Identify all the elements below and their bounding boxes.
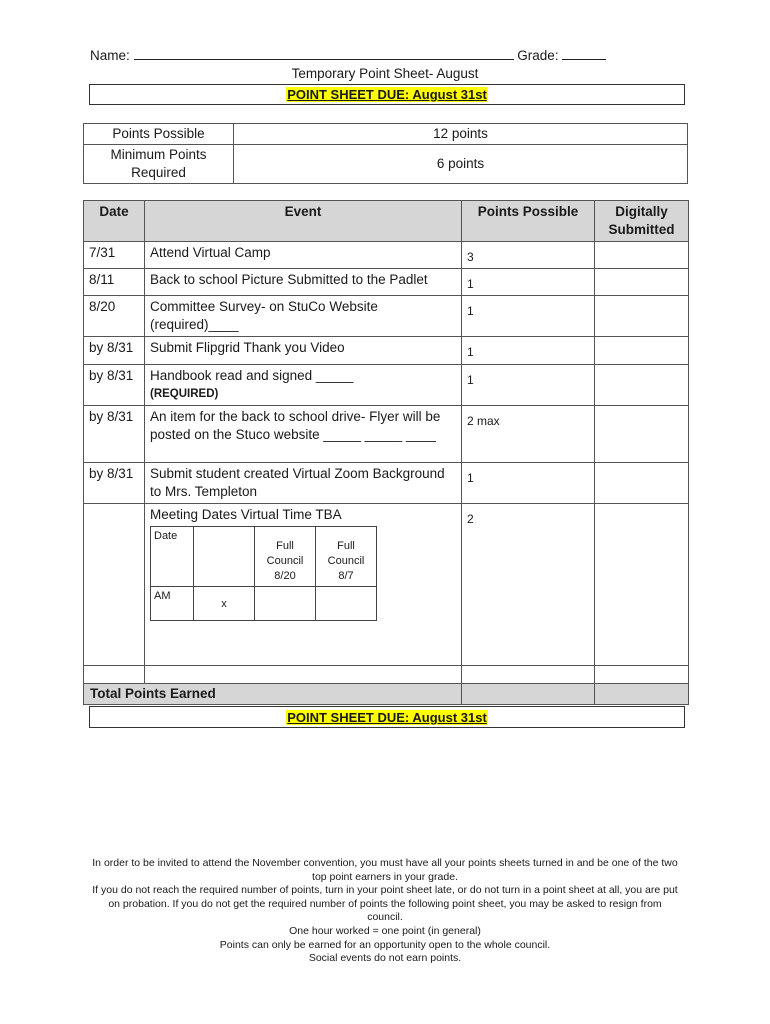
row-date: 8/20: [84, 296, 145, 337]
name-grade-line: [90, 47, 690, 63]
table-row: [84, 337, 689, 365]
row-digital[interactable]: [595, 666, 689, 684]
row-event: Submit Flipgrid Thank you Video: [145, 337, 462, 365]
row-date: by 8/31: [84, 337, 145, 365]
row-digital[interactable]: [595, 296, 689, 337]
minimum-points-row: [84, 145, 688, 184]
row-event: Attend Virtual Camp: [145, 242, 462, 269]
points-possible-value: 12 points: [234, 124, 688, 145]
total-points-label: Total Points Earned: [84, 684, 462, 705]
row-event: Committee Survey- on StuCo Website (required)____: [145, 296, 462, 337]
table-row: [84, 242, 689, 269]
due-date-suffix: st: [475, 710, 487, 725]
note-convention: In order to be invited to attend the November convention, you must have all your points sheets turned in and be one of the two top point earners in your grade.: [92, 857, 678, 883]
events-table: [83, 200, 689, 705]
table-row: [84, 406, 689, 463]
row-event-cell: [145, 365, 462, 406]
header-date: Date: [84, 201, 145, 242]
header-digital: Digitally Submitted: [595, 201, 689, 242]
row-points: 1: [462, 337, 595, 365]
due-date-text: POINT SHEET DUE: August 31: [287, 710, 476, 725]
header-event: Event: [145, 201, 462, 242]
row-date: by 8/31: [84, 406, 145, 463]
meeting-am-label: AM: [151, 587, 194, 621]
due-date-text: POINT SHEET DUE: August 31: [287, 87, 476, 102]
row-points: 2: [462, 504, 595, 666]
points-possible-label: Points Possible: [84, 124, 234, 145]
page-subtitle: Temporary Point Sheet- August: [291, 66, 479, 81]
total-digital-value[interactable]: [595, 684, 689, 705]
header-points: Points Possible: [462, 201, 595, 242]
meeting-dates-grid: [150, 526, 377, 621]
minimum-points-value: 6 points: [234, 145, 688, 184]
table-row: [84, 269, 689, 296]
row-digital[interactable]: [595, 242, 689, 269]
row-points: 1: [462, 269, 595, 296]
meeting-col-full-council-1: Full Council 8/20: [255, 527, 316, 587]
row-digital[interactable]: [595, 269, 689, 296]
row-points: 1: [462, 365, 595, 406]
row-date: [84, 504, 145, 666]
name-label: Name:: [90, 48, 130, 63]
minimum-points-label: Minimum Points Required: [84, 145, 234, 184]
table-row: [84, 463, 689, 504]
row-digital[interactable]: [595, 365, 689, 406]
row-event-cell: [145, 504, 462, 666]
row-date: 8/11: [84, 269, 145, 296]
due-date-suffix: st: [475, 87, 487, 102]
row-date: by 8/31: [84, 365, 145, 406]
table-row-meetings: [84, 504, 689, 666]
due-date-highlight: [286, 87, 488, 102]
note-whole-council: Points can only be earned for an opportunity open to the whole council.: [219, 938, 551, 951]
row-event: Back to school Picture Submitted to the Padlet: [145, 269, 462, 296]
row-event: Submit student created Virtual Zoom Background to Mrs. Templeton: [145, 463, 462, 504]
meeting-grid-cell: [194, 527, 255, 587]
row-date: 7/31: [84, 242, 145, 269]
meeting-mark[interactable]: x: [194, 587, 255, 621]
row-points: 2 max: [462, 406, 595, 463]
row-date: [84, 666, 145, 684]
name-blank[interactable]: [134, 47, 514, 60]
total-points-value[interactable]: [462, 684, 595, 705]
table-row: [84, 365, 689, 406]
row-points: 1: [462, 296, 595, 337]
points-summary-table: [83, 123, 688, 184]
table-row-empty: [84, 666, 689, 684]
table-row: [84, 296, 689, 337]
grade-blank[interactable]: [562, 47, 606, 60]
grade-label: Grade:: [517, 48, 559, 63]
meeting-grid-cell[interactable]: [316, 587, 377, 621]
note-social-events: Social events do not earn points.: [308, 952, 462, 965]
row-event: [145, 666, 462, 684]
total-row: [84, 684, 689, 705]
note-hour-point: One hour worked = one point (in general): [289, 924, 481, 937]
row-points: 3: [462, 242, 595, 269]
row-digital[interactable]: [595, 406, 689, 463]
due-date-highlight: [286, 710, 488, 725]
row-digital[interactable]: [595, 504, 689, 666]
due-date-banner-top: [89, 84, 685, 105]
row-date: by 8/31: [84, 463, 145, 504]
row-digital[interactable]: [595, 463, 689, 504]
meeting-grid-cell[interactable]: [255, 587, 316, 621]
required-note: (REQUIRED): [150, 388, 219, 400]
row-points: 1: [462, 463, 595, 504]
table-header-row: [84, 201, 689, 242]
due-date-banner-bottom: [89, 706, 685, 728]
row-digital[interactable]: [595, 337, 689, 365]
meeting-col-full-council-2: Full Council 8/7: [316, 527, 377, 587]
row-event: An item for the back to school drive- Flyer will be posted on the Stuco website _____ _____ ____: [145, 406, 462, 463]
note-probation: If you do not reach the required number of points, turn in your point sheet late, or do not turn in a point sheet at all, you are put on probation. If you do not get the required number of points the following point sheet, you may be asked to resign from council.: [92, 884, 678, 924]
meeting-date-label: Date: [151, 527, 194, 587]
footer-notes: [90, 857, 680, 966]
row-event: Meeting Dates Virtual Time TBA: [150, 507, 342, 522]
row-points: [462, 666, 595, 684]
row-event: Handbook read and signed _____: [150, 368, 354, 383]
points-possible-row: [84, 124, 688, 145]
